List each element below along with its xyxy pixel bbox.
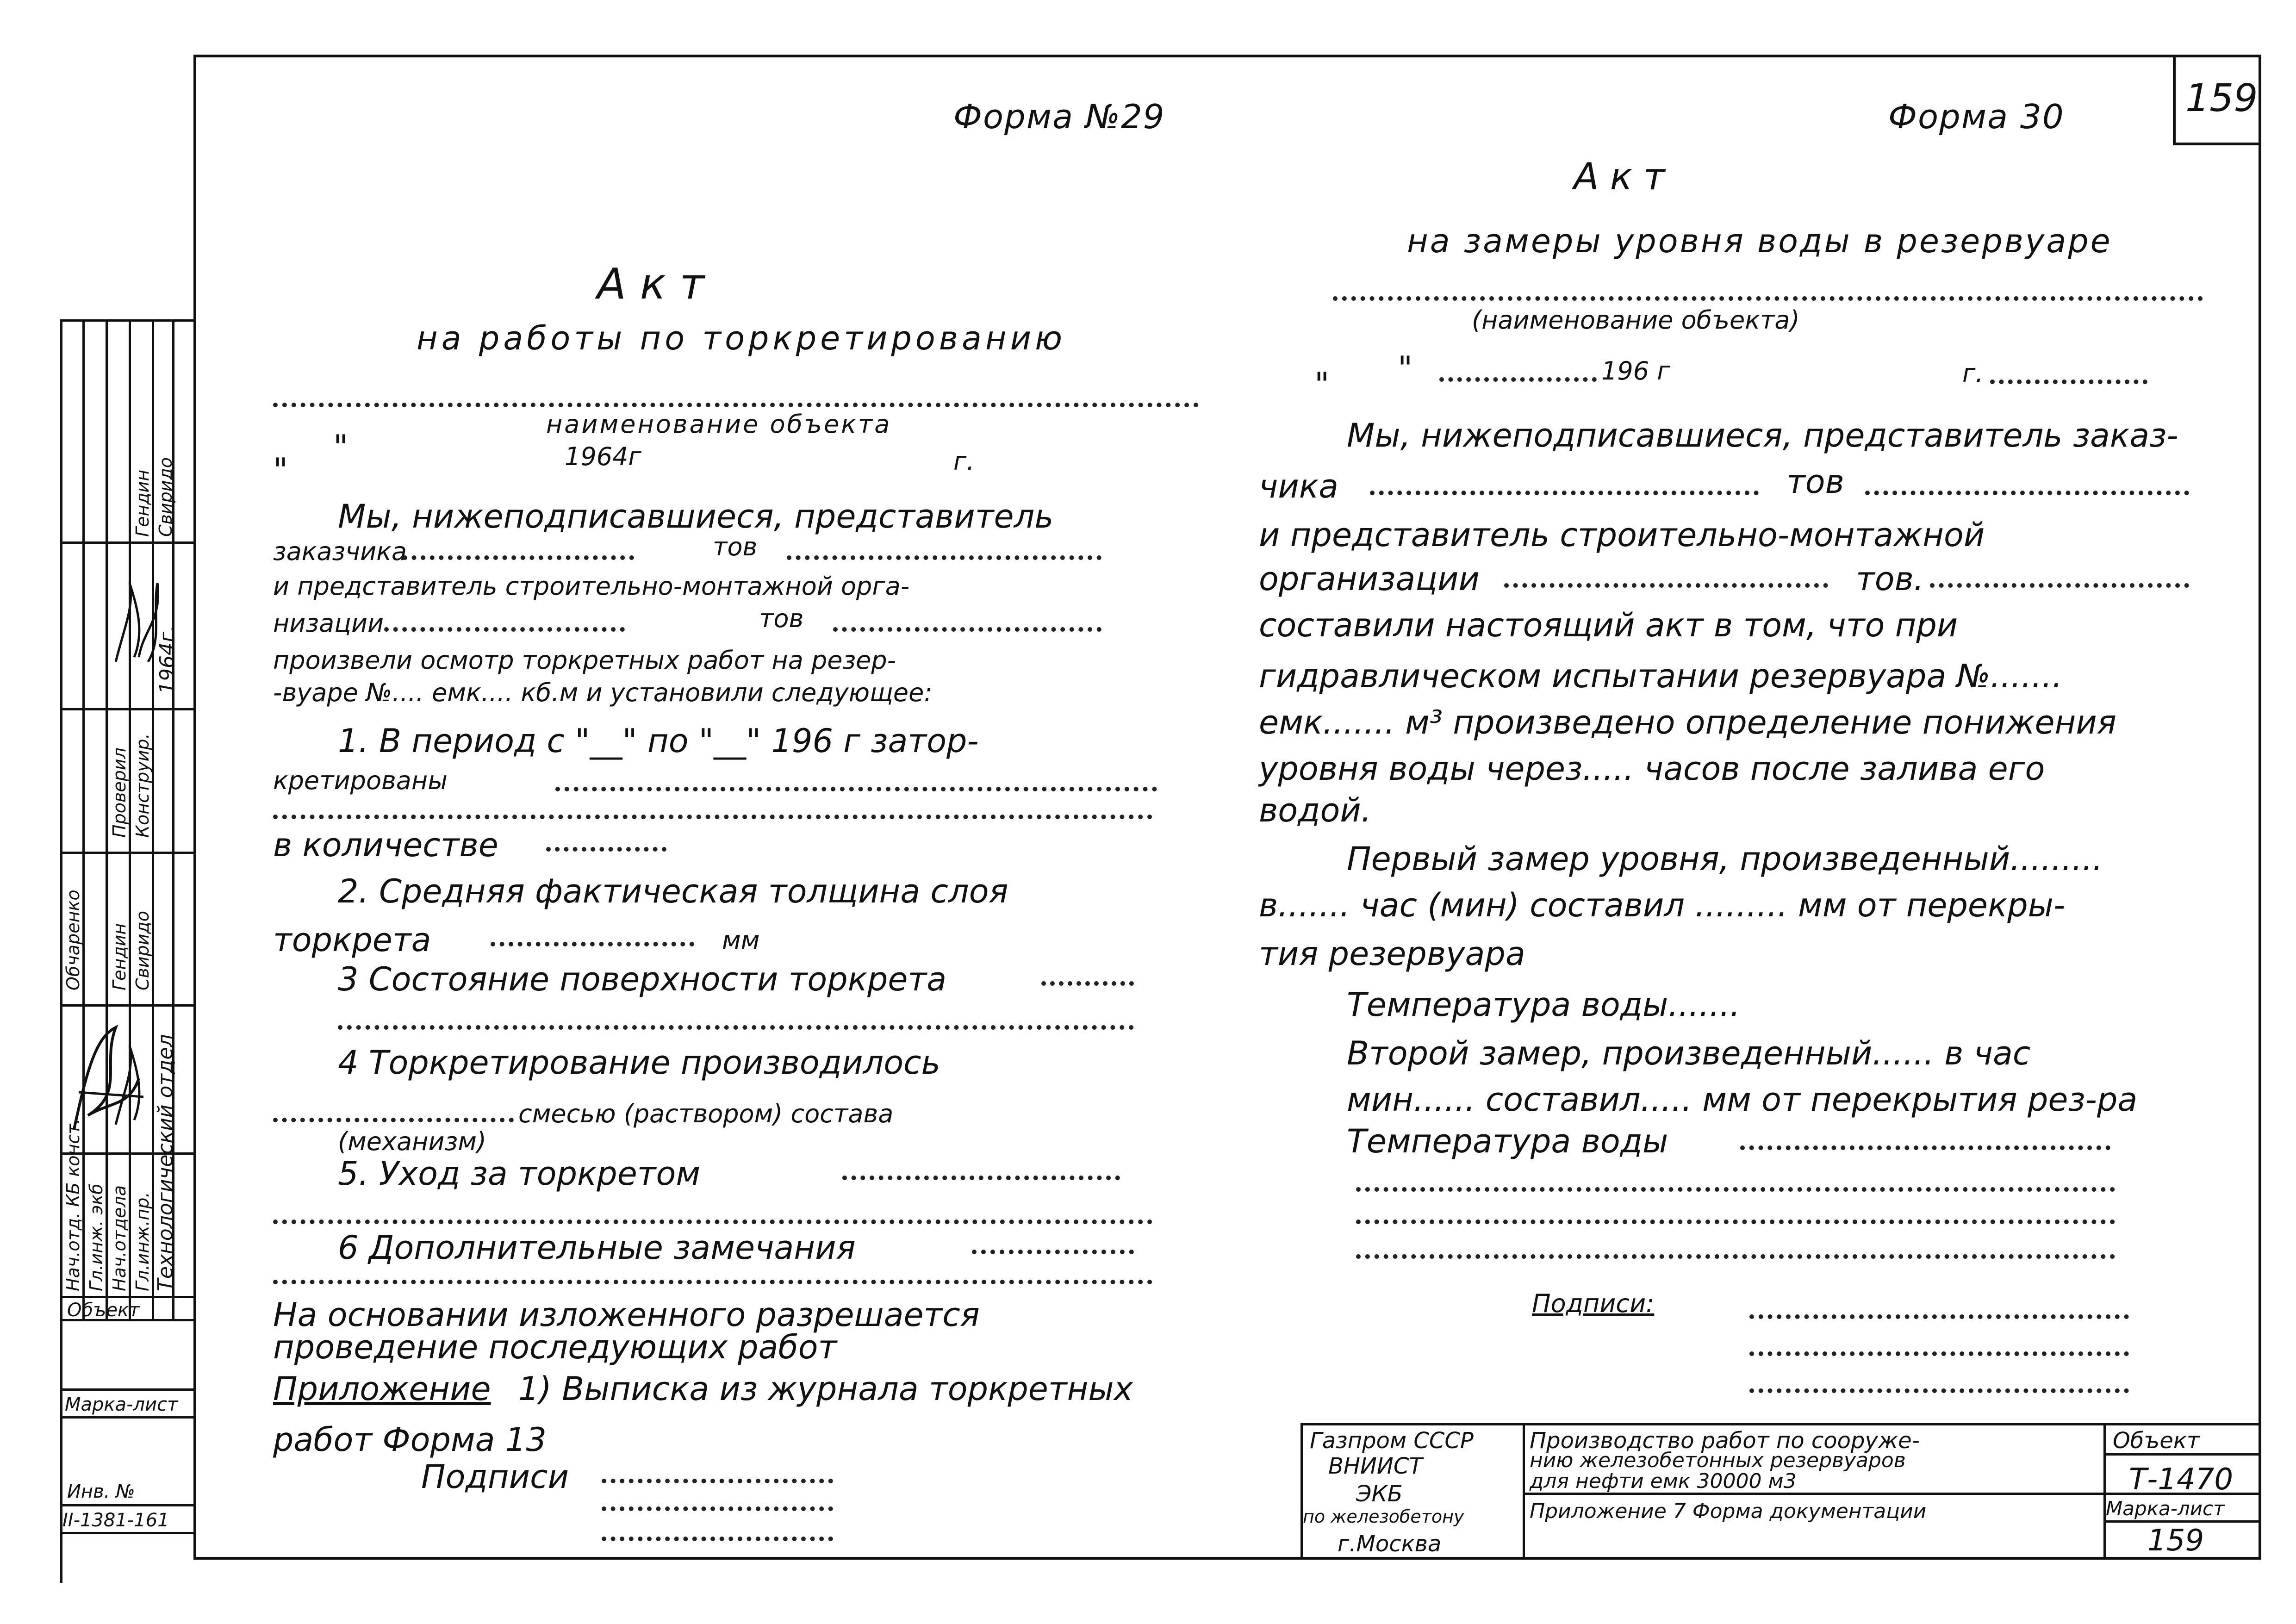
right-line-7: гидравлическом испытании резервуара №....... (1259, 657, 2063, 695)
dots (273, 815, 1152, 819)
stamp-role-2: Нач.отдела (109, 1185, 130, 1291)
dots (403, 555, 634, 560)
left-line-9: кретированы (273, 766, 448, 795)
vline (60, 1532, 62, 1583)
dots (1356, 1220, 2115, 1224)
dots (555, 787, 1157, 791)
vline (1523, 1423, 1525, 1560)
tb-org-1: ВНИИСТ (1328, 1453, 1423, 1479)
dots (1041, 981, 1134, 986)
dots (1439, 377, 1597, 382)
tb-org-2: ЭКБ (1356, 1481, 1403, 1507)
hline (2103, 1520, 2261, 1523)
dots (546, 847, 666, 852)
right-line-6: составили настоящий акт в том, что при (1259, 606, 1958, 644)
right-city: г. (1962, 359, 1984, 388)
dots (384, 627, 625, 632)
right-line-0: Мы, нижеподписавшиеся, представитель заказ- (1347, 417, 2178, 454)
left-line-2: тов (713, 532, 758, 561)
signature-2 (106, 1018, 153, 1139)
stamp-name-4: Свиридо (156, 457, 176, 537)
right-line-16: мин...... составил..... мм от перекрытия рез-ра (1347, 1081, 2138, 1119)
stamp-role-1: Гл.инж. экб (86, 1183, 106, 1291)
dots (1865, 491, 2189, 495)
dots (1333, 296, 2203, 301)
hline (60, 1296, 194, 1298)
stamp-role-check: Проверил (109, 747, 130, 838)
right-object-name: (наименование объекта) (1472, 305, 1800, 335)
hline (60, 1004, 194, 1007)
dots (1356, 1254, 2115, 1259)
left-line-10: в количестве (273, 826, 498, 864)
page-number: 159 (2185, 76, 2258, 120)
left-line-22: Приложение (273, 1370, 491, 1408)
left-quote-close: " (273, 451, 288, 489)
hline (60, 541, 194, 544)
left-line-14: 3 Состояние поверхности торкрета (338, 960, 947, 998)
left-line-24: работ Форма 13 (273, 1421, 547, 1459)
stamp-name-2: Свиридо (132, 911, 153, 990)
tb-desc-1: нию железобетонных резервуаров (1530, 1449, 1906, 1472)
tb-org-3: по железобетону (1303, 1506, 1464, 1527)
left-line-23: 1) Выписка из журнала торкретных (518, 1370, 1133, 1408)
right-line-18: Подписи: (1532, 1289, 1655, 1318)
vline (60, 319, 62, 1564)
stamp-name-3: Гендин (132, 469, 153, 537)
dots (1749, 1351, 2129, 1356)
dots (1370, 491, 1759, 495)
tb-object-label: Объект (2113, 1428, 2200, 1454)
hline (60, 708, 194, 710)
stamp-date: 1964г. (156, 625, 179, 694)
tb-desc-2: для нефти емк 30000 м3 (1530, 1469, 1797, 1493)
dots (1749, 1388, 2129, 1393)
dots (273, 1220, 1152, 1224)
dots (1749, 1314, 2129, 1319)
right-line-4: организации (1259, 560, 1480, 598)
stamp-role-3: Гл.инж.пр. (132, 1192, 153, 1291)
hline (60, 1504, 194, 1506)
right-line-9: уровня воды через..... часов после залива его (1259, 750, 2045, 788)
dots (602, 1537, 833, 1541)
left-line-18: 5. Уход за торкретом (338, 1155, 701, 1193)
dots (1356, 1187, 2115, 1192)
tb-mark-value: 159 (2147, 1524, 2204, 1558)
right-quote-close: " (1398, 349, 1413, 387)
stamp-object-label: Объект (67, 1300, 140, 1321)
dots (602, 1506, 833, 1511)
vline (106, 319, 108, 1319)
left-object-name: наименование объекта (546, 410, 892, 439)
left-line-16: смесью (раствором) состава (518, 1099, 894, 1128)
hline (1300, 1423, 2261, 1425)
left-form-label: Форма №29 (953, 97, 1165, 136)
tb-object-value: Т-1470 (2129, 1462, 2234, 1497)
tb-appendix: Приложение 7 Форма документации (1530, 1500, 1927, 1523)
left-line-20: На основании изложенного разрешается (273, 1296, 980, 1334)
left-line-3: и представитель строительно-монтажной орга- (273, 572, 910, 601)
left-act-subtitle: на работы по торкретированию (417, 319, 1066, 357)
stamp-role-0: Нач.отд. КБ конст. (63, 1118, 83, 1291)
left-city: г. (953, 447, 975, 476)
left-line-25: Подписи (421, 1458, 569, 1496)
tb-org-4: г.Москва (1338, 1531, 1442, 1557)
left-line-15: 4 Торкретирование производилось (338, 1044, 940, 1082)
left-line-6: произвели осмотр торкретных работ на резер- (273, 646, 896, 675)
hline (60, 319, 194, 322)
dots (972, 1250, 1134, 1254)
dots (602, 1479, 833, 1483)
vline (1300, 1423, 1303, 1560)
right-line-5: тов. (1856, 560, 1924, 598)
right-act-subtitle: на замеры уровня воды в резервуаре (1407, 222, 2112, 260)
dots (273, 1118, 514, 1122)
dots (273, 1280, 1152, 1284)
dots (787, 555, 1101, 560)
right-form-label: Форма 30 (1888, 97, 2065, 136)
left-year: 1964г (565, 442, 641, 471)
stamp-role-design: Конструир. (132, 733, 153, 838)
right-line-2: тов (1786, 463, 1844, 501)
signature-4 (130, 555, 176, 676)
left-line-21: проведение последующих работ (273, 1328, 837, 1366)
hline (60, 1388, 194, 1391)
dots (338, 1025, 1134, 1030)
stamp-mark-label: Марка-лист (65, 1394, 178, 1415)
right-line-13: тия резервуара (1259, 935, 1525, 973)
left-line-4: низации (273, 609, 384, 638)
left-act-title: Акт (597, 259, 719, 309)
right-line-14: Температура воды....... (1347, 986, 1741, 1024)
hline (60, 852, 194, 854)
hline (60, 1416, 194, 1419)
right-quote-open: " (1314, 366, 1330, 404)
right-line-11: Первый замер уровня, произведенный......... (1347, 840, 2103, 878)
left-object-dots (273, 403, 1199, 407)
right-line-10: водой. (1259, 791, 1372, 829)
dots (842, 1176, 1120, 1180)
dots (1740, 1145, 2110, 1150)
left-line-11: 2. Средняя фактическая толщина слоя (338, 872, 1008, 910)
right-line-12: в....... час (мин) составил ......... мм от перекры- (1259, 886, 2066, 924)
dots (491, 942, 694, 946)
hline (60, 1532, 194, 1534)
stamp-name-0: Обчаренко (63, 890, 83, 990)
tb-desc-0: Производство работ по сооруже- (1530, 1428, 1920, 1454)
stamp-inv-number: II-1381-161 (62, 1510, 169, 1531)
left-line-8: 1. В период с "__" по "__" 196 г затор- (338, 722, 979, 760)
stamp-name-1: Гендин (109, 923, 130, 990)
tb-org-0: Газпром СССР (1310, 1428, 1474, 1454)
right-line-17: Температура воды (1347, 1122, 1668, 1160)
left-line-19: 6 Дополнительные замечания (338, 1229, 856, 1267)
left-line-0: Мы, нижеподписавшиеся, представитель (338, 498, 1054, 535)
left-line-17: (механизм) (338, 1127, 486, 1156)
tb-mark-label: Марка-лист (2106, 1497, 2225, 1520)
right-line-15: Второй замер, произведенный...... в час (1347, 1034, 2031, 1072)
right-act-title: Акт (1574, 155, 1676, 198)
dots (833, 627, 1101, 632)
left-line-1: заказчика (273, 537, 407, 566)
left-line-13: мм (722, 926, 760, 955)
right-line-3: и представитель строительно-монтажной (1259, 516, 1985, 554)
left-quote-open: " (333, 428, 348, 466)
left-line-12: торкрета (273, 921, 431, 959)
right-line-8: емк....... м³ произведено определение понижения (1259, 703, 2116, 741)
right-line-1: чика (1259, 467, 1339, 505)
stamp-department: Технологический отдел (154, 1034, 177, 1291)
left-line-5: тов (759, 604, 804, 633)
dots (1504, 583, 1828, 588)
right-year: 196 г (1601, 356, 1670, 386)
vline (2103, 1423, 2106, 1560)
dots (1930, 583, 2189, 588)
left-line-7: -вуаре №.... емк.... кб.м и установили следующее: (273, 678, 933, 707)
dots (1990, 380, 2147, 384)
stamp-inv-label: Инв. № (67, 1481, 135, 1502)
